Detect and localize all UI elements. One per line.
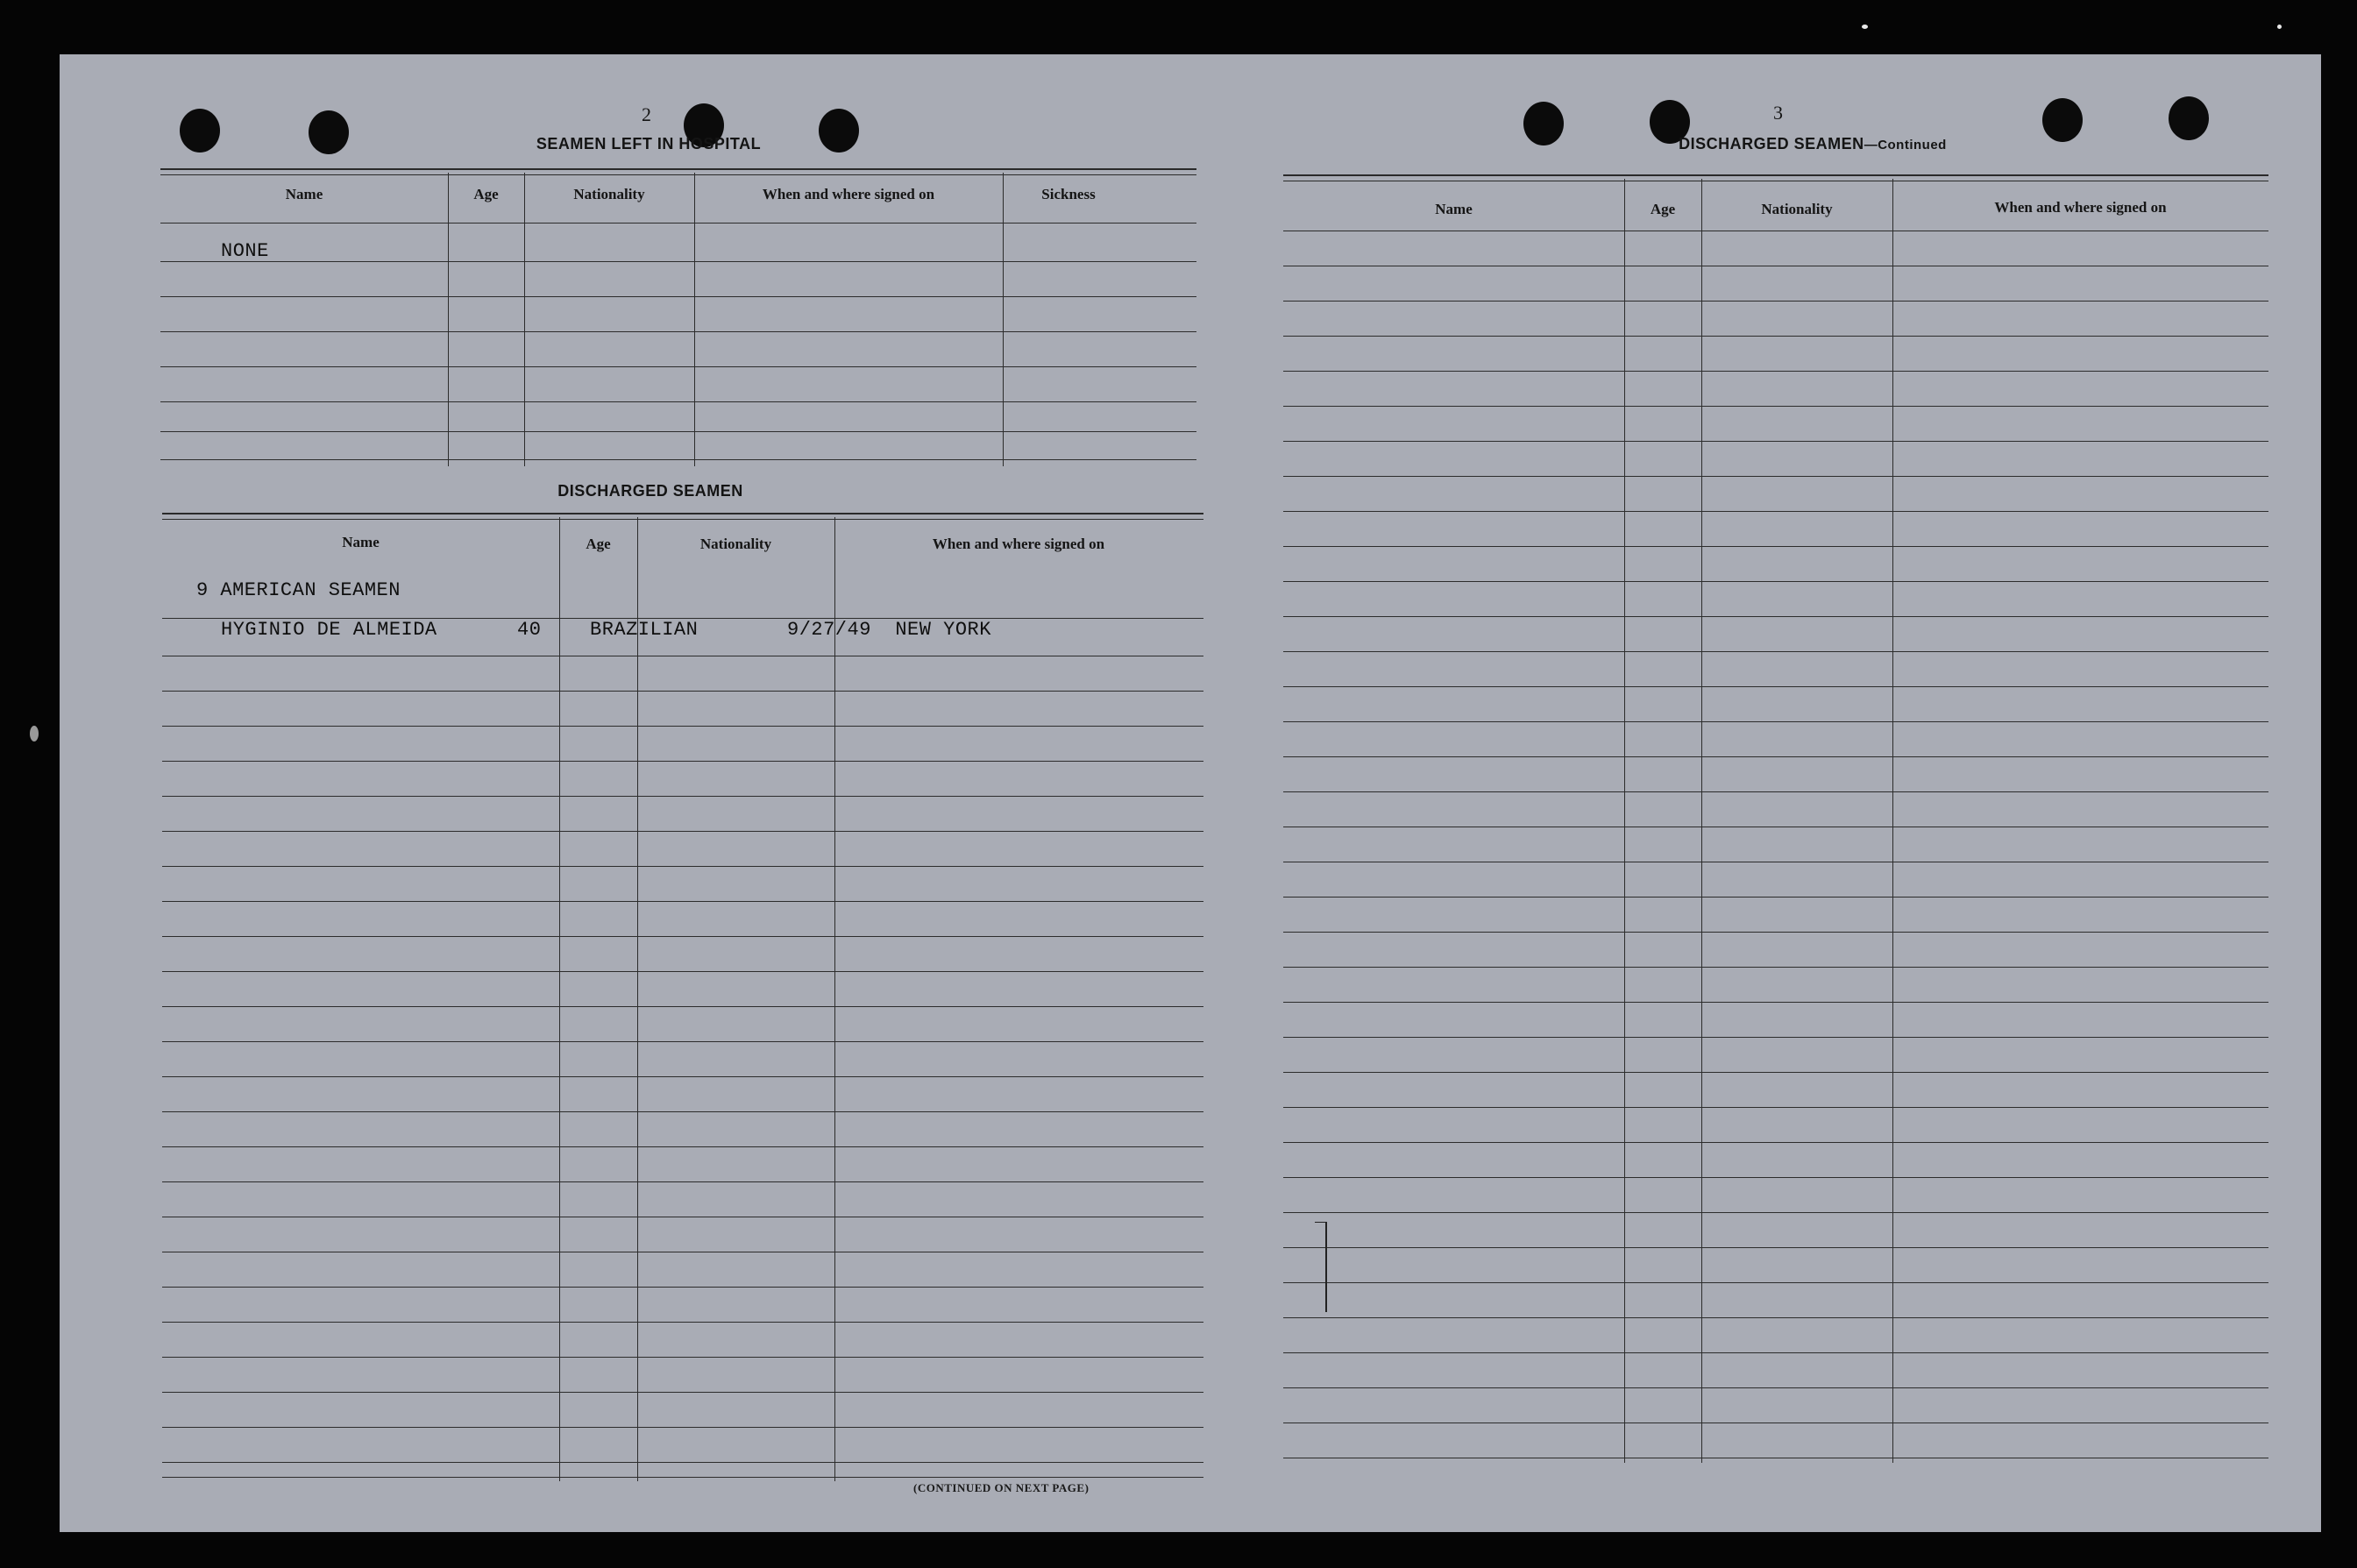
- punch-hole: [180, 109, 220, 153]
- column-header-nationality: Nationality: [1761, 201, 1833, 217]
- scan-speck: [2277, 25, 2282, 29]
- column-header-name: Name: [1435, 201, 1473, 217]
- continued-note: (CONTINUED ON NEXT PAGE): [913, 1481, 1090, 1494]
- pencil-bracket-mark: [1315, 1222, 1327, 1312]
- discharged-continued-title: [1679, 135, 1947, 153]
- column-header-age: Age: [473, 186, 499, 202]
- hospital-section-title: SEAMEN LEFT IN HOSPITAL: [536, 135, 762, 153]
- discharged-continued-title-main: DISCHARGED SEAMEN: [1679, 135, 1864, 153]
- punch-hole: [819, 109, 859, 153]
- form-sheet: [60, 54, 2321, 1532]
- page-number-right: 3: [1773, 102, 1783, 124]
- scan-speck: [1862, 25, 1868, 29]
- discharged-continued-suffix: —Continued: [1864, 138, 1947, 153]
- hospital-table: [160, 168, 1196, 466]
- discharged-row-name: HYGINIO DE ALMEIDA: [221, 619, 437, 641]
- punch-hole: [2169, 96, 2209, 140]
- discharged-summary-line: 9 AMERICAN SEAMEN: [196, 579, 401, 601]
- discharged-table-right: [1283, 174, 2268, 1463]
- punch-hole: [2042, 98, 2083, 142]
- column-header-nationality: Nationality: [573, 186, 645, 202]
- column-header-sickness: Sickness: [1041, 186, 1096, 202]
- column-header-name: Name: [285, 186, 323, 202]
- discharged-table-left: [162, 513, 1203, 1481]
- column-header-name: Name: [342, 534, 380, 550]
- scan-speck: [30, 726, 39, 741]
- page-number-left: 2: [642, 103, 651, 125]
- column-header-age: Age: [586, 536, 611, 552]
- column-header-signed-on: When and where signed on: [1994, 199, 2167, 216]
- hospital-entry: NONE: [221, 240, 269, 262]
- discharged-row-signed-on: 9/27/49 NEW YORK: [787, 619, 991, 641]
- discharged-row-age: 40: [517, 619, 542, 641]
- column-header-signed-on: When and where signed on: [932, 536, 1105, 552]
- column-header-nationality: Nationality: [699, 536, 772, 552]
- punch-hole: [309, 110, 349, 154]
- discharged-row-nationality: BRAZILIAN: [590, 619, 699, 641]
- column-header-age: Age: [1650, 201, 1676, 217]
- punch-hole: [1523, 102, 1564, 145]
- discharged-section-title: DISCHARGED SEAMEN: [557, 482, 743, 500]
- column-header-signed-on: When and where signed on: [762, 186, 935, 202]
